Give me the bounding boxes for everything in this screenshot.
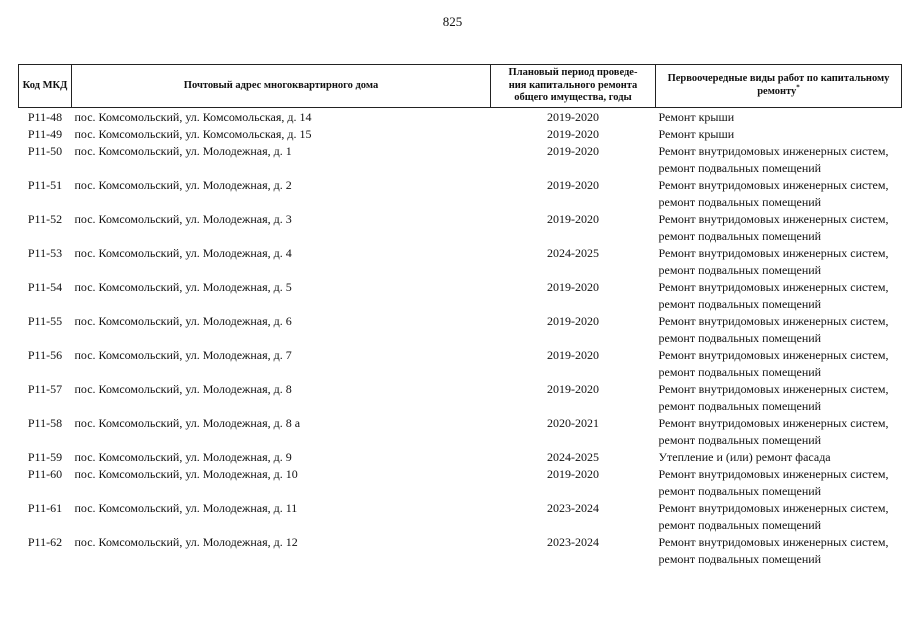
table-row xyxy=(19,449,902,466)
cell-code: P11-56 xyxy=(27,347,63,362)
table-row xyxy=(19,177,902,211)
cell-period: 2023-2024 xyxy=(547,500,599,515)
works-line: ремонт подвальных помещений xyxy=(658,160,822,175)
table-header xyxy=(19,65,902,108)
table-row xyxy=(19,245,902,279)
table-row xyxy=(19,534,902,568)
works-line: Ремонт внутридомовых инженерных систем, xyxy=(658,381,889,396)
table-row xyxy=(19,107,902,126)
works-line: Ремонт крыши xyxy=(658,126,735,141)
cell-works xyxy=(656,211,902,245)
cell-period: 2019-2020 xyxy=(547,126,599,141)
works-line: ремонт подвальных помещений xyxy=(658,432,822,447)
cell-code: P11-59 xyxy=(27,449,63,464)
table-row xyxy=(19,415,902,449)
cell-address: пос. Комсомольский, ул. Молодежная, д. 10 xyxy=(74,466,298,481)
works-line: Ремонт внутридомовых инженерных систем, xyxy=(658,245,889,260)
cell-code: P11-52 xyxy=(27,211,63,226)
cell-works xyxy=(656,313,902,347)
header-period-line: общего имущества, годы xyxy=(514,92,632,103)
cell-code: P11-53 xyxy=(27,245,63,260)
cell-works xyxy=(656,107,902,126)
table-row xyxy=(19,313,902,347)
cell-period: 2024-2025 xyxy=(547,449,599,464)
cell-code: P11-50 xyxy=(27,143,63,158)
works-line: ремонт подвальных помещений xyxy=(658,296,822,311)
cell-period: 2019-2020 xyxy=(547,313,599,328)
works-line: Ремонт внутридомовых инженерных систем, xyxy=(658,347,889,362)
cell-period: 2019-2020 xyxy=(547,279,599,294)
cell-works xyxy=(656,347,902,381)
cell-address: пос. Комсомольский, ул. Молодежная, д. 11 xyxy=(74,500,298,515)
works-line: ремонт подвальных помещений xyxy=(658,364,822,379)
footnote-mark: * xyxy=(796,83,800,92)
housing-register-table xyxy=(18,64,902,568)
works-line: ремонт подвальных помещений xyxy=(658,228,822,243)
works-line: Ремонт внутридомовых инженерных систем, xyxy=(658,534,889,549)
header-period xyxy=(491,65,656,108)
table-row xyxy=(19,126,902,143)
cell-code: P11-54 xyxy=(27,279,63,294)
cell-works xyxy=(656,143,902,177)
cell-code: P11-57 xyxy=(27,381,63,396)
works-line: Ремонт внутридомовых инженерных систем, xyxy=(658,211,889,226)
works-line: Ремонт внутридомовых инженерных систем, xyxy=(658,415,889,430)
cell-works xyxy=(656,415,902,449)
works-line: Ремонт крыши xyxy=(658,109,735,124)
works-line: ремонт подвальных помещений xyxy=(658,194,822,209)
header-address: Почтовый адрес многоквартирного дома xyxy=(72,65,491,108)
works-line: ремонт подвальных помещений xyxy=(658,330,822,345)
header-period-line: Плановый период проведе- xyxy=(508,67,638,78)
works-line: ремонт подвальных помещений xyxy=(658,262,822,277)
works-line: Утепление и (или) ремонт фасада xyxy=(658,449,831,464)
cell-code: P11-48 xyxy=(27,109,63,124)
works-line: Ремонт внутридомовых инженерных систем, xyxy=(658,279,889,294)
works-line: ремонт подвальных помещений xyxy=(658,398,822,413)
cell-period: 2019-2020 xyxy=(547,466,599,481)
cell-works xyxy=(656,177,902,211)
header-works xyxy=(656,65,902,108)
cell-period: 2019-2020 xyxy=(547,347,599,362)
cell-works xyxy=(656,245,902,279)
cell-works xyxy=(656,279,902,313)
works-line: Ремонт внутридомовых инженерных систем, xyxy=(658,177,889,192)
page-number: 825 xyxy=(442,14,463,29)
table-body xyxy=(19,107,902,568)
cell-period: 2019-2020 xyxy=(547,109,599,124)
table-row xyxy=(19,381,902,415)
cell-period: 2023-2024 xyxy=(547,534,599,549)
table-row xyxy=(19,211,902,245)
cell-period: 2024-2025 xyxy=(547,245,599,260)
works-line: Ремонт внутридомовых инженерных систем, xyxy=(658,466,889,481)
header-works-line: Первоочередные виды работ по капитальному xyxy=(667,73,890,85)
cell-period: 2019-2020 xyxy=(547,177,599,192)
cell-code: P11-60 xyxy=(27,466,63,481)
cell-address: пос. Комсомольский, ул. Молодежная, д. 2 xyxy=(74,177,292,192)
header-code: Код МКД xyxy=(19,65,72,108)
table-row xyxy=(19,347,902,381)
cell-period: 2020-2021 xyxy=(547,415,599,430)
cell-works xyxy=(656,500,902,534)
cell-code: P11-58 xyxy=(27,415,63,430)
cell-works xyxy=(656,534,902,568)
works-line: Ремонт внутридомовых инженерных систем, xyxy=(658,313,889,328)
cell-address: пос. Комсомольский, ул. Молодежная, д. 8 а xyxy=(74,415,301,430)
works-line: Ремонт внутридомовых инженерных систем, xyxy=(658,143,889,158)
cell-code: P11-62 xyxy=(27,534,63,549)
cell-code: P11-51 xyxy=(27,177,63,192)
cell-address: пос. Комсомольский, ул. Молодежная, д. 8 xyxy=(74,381,292,396)
works-line: ремонт подвальных помещений xyxy=(658,551,822,566)
cell-address: пос. Комсомольский, ул. Молодежная, д. 1 xyxy=(74,143,292,158)
cell-address: пос. Комсомольский, ул. Молодежная, д. 3 xyxy=(74,211,292,226)
table-row xyxy=(19,279,902,313)
cell-address: пос. Комсомольский, ул. Молодежная, д. 6 xyxy=(74,313,292,328)
header-row xyxy=(19,65,902,108)
cell-address: пос. Комсомольский, ул. Молодежная, д. 7 xyxy=(74,347,292,362)
works-line: ремонт подвальных помещений xyxy=(658,483,822,498)
table-row xyxy=(19,500,902,534)
cell-address: пос. Комсомольский, ул. Комсомольская, д. 15 xyxy=(74,126,312,141)
cell-code: P11-49 xyxy=(27,126,63,141)
cell-address: пос. Комсомольский, ул. Комсомольская, д. 14 xyxy=(74,109,312,124)
cell-address: пос. Комсомольский, ул. Молодежная, д. 5 xyxy=(74,279,292,294)
cell-works xyxy=(656,449,902,466)
works-line: Ремонт внутридомовых инженерных систем, xyxy=(658,500,889,515)
cell-works xyxy=(656,126,902,143)
cell-address: пос. Комсомольский, ул. Молодежная, д. 4 xyxy=(74,245,292,260)
works-line: ремонт подвальных помещений xyxy=(658,517,822,532)
cell-period: 2019-2020 xyxy=(547,211,599,226)
cell-address: пос. Комсомольский, ул. Молодежная, д. 9 xyxy=(74,449,292,464)
cell-period: 2019-2020 xyxy=(547,143,599,158)
cell-works xyxy=(656,466,902,500)
table-row xyxy=(19,143,902,177)
cell-code: P11-55 xyxy=(27,313,63,328)
cell-works xyxy=(656,381,902,415)
header-works-line xyxy=(659,83,898,99)
header-period-line: ния капитального ремонта xyxy=(508,79,638,91)
header-works-line-text: ремонту xyxy=(757,85,797,97)
cell-period: 2019-2020 xyxy=(547,381,599,396)
cell-address: пос. Комсомольский, ул. Молодежная, д. 12 xyxy=(74,534,298,549)
table-row xyxy=(19,466,902,500)
cell-code: P11-61 xyxy=(27,500,63,515)
